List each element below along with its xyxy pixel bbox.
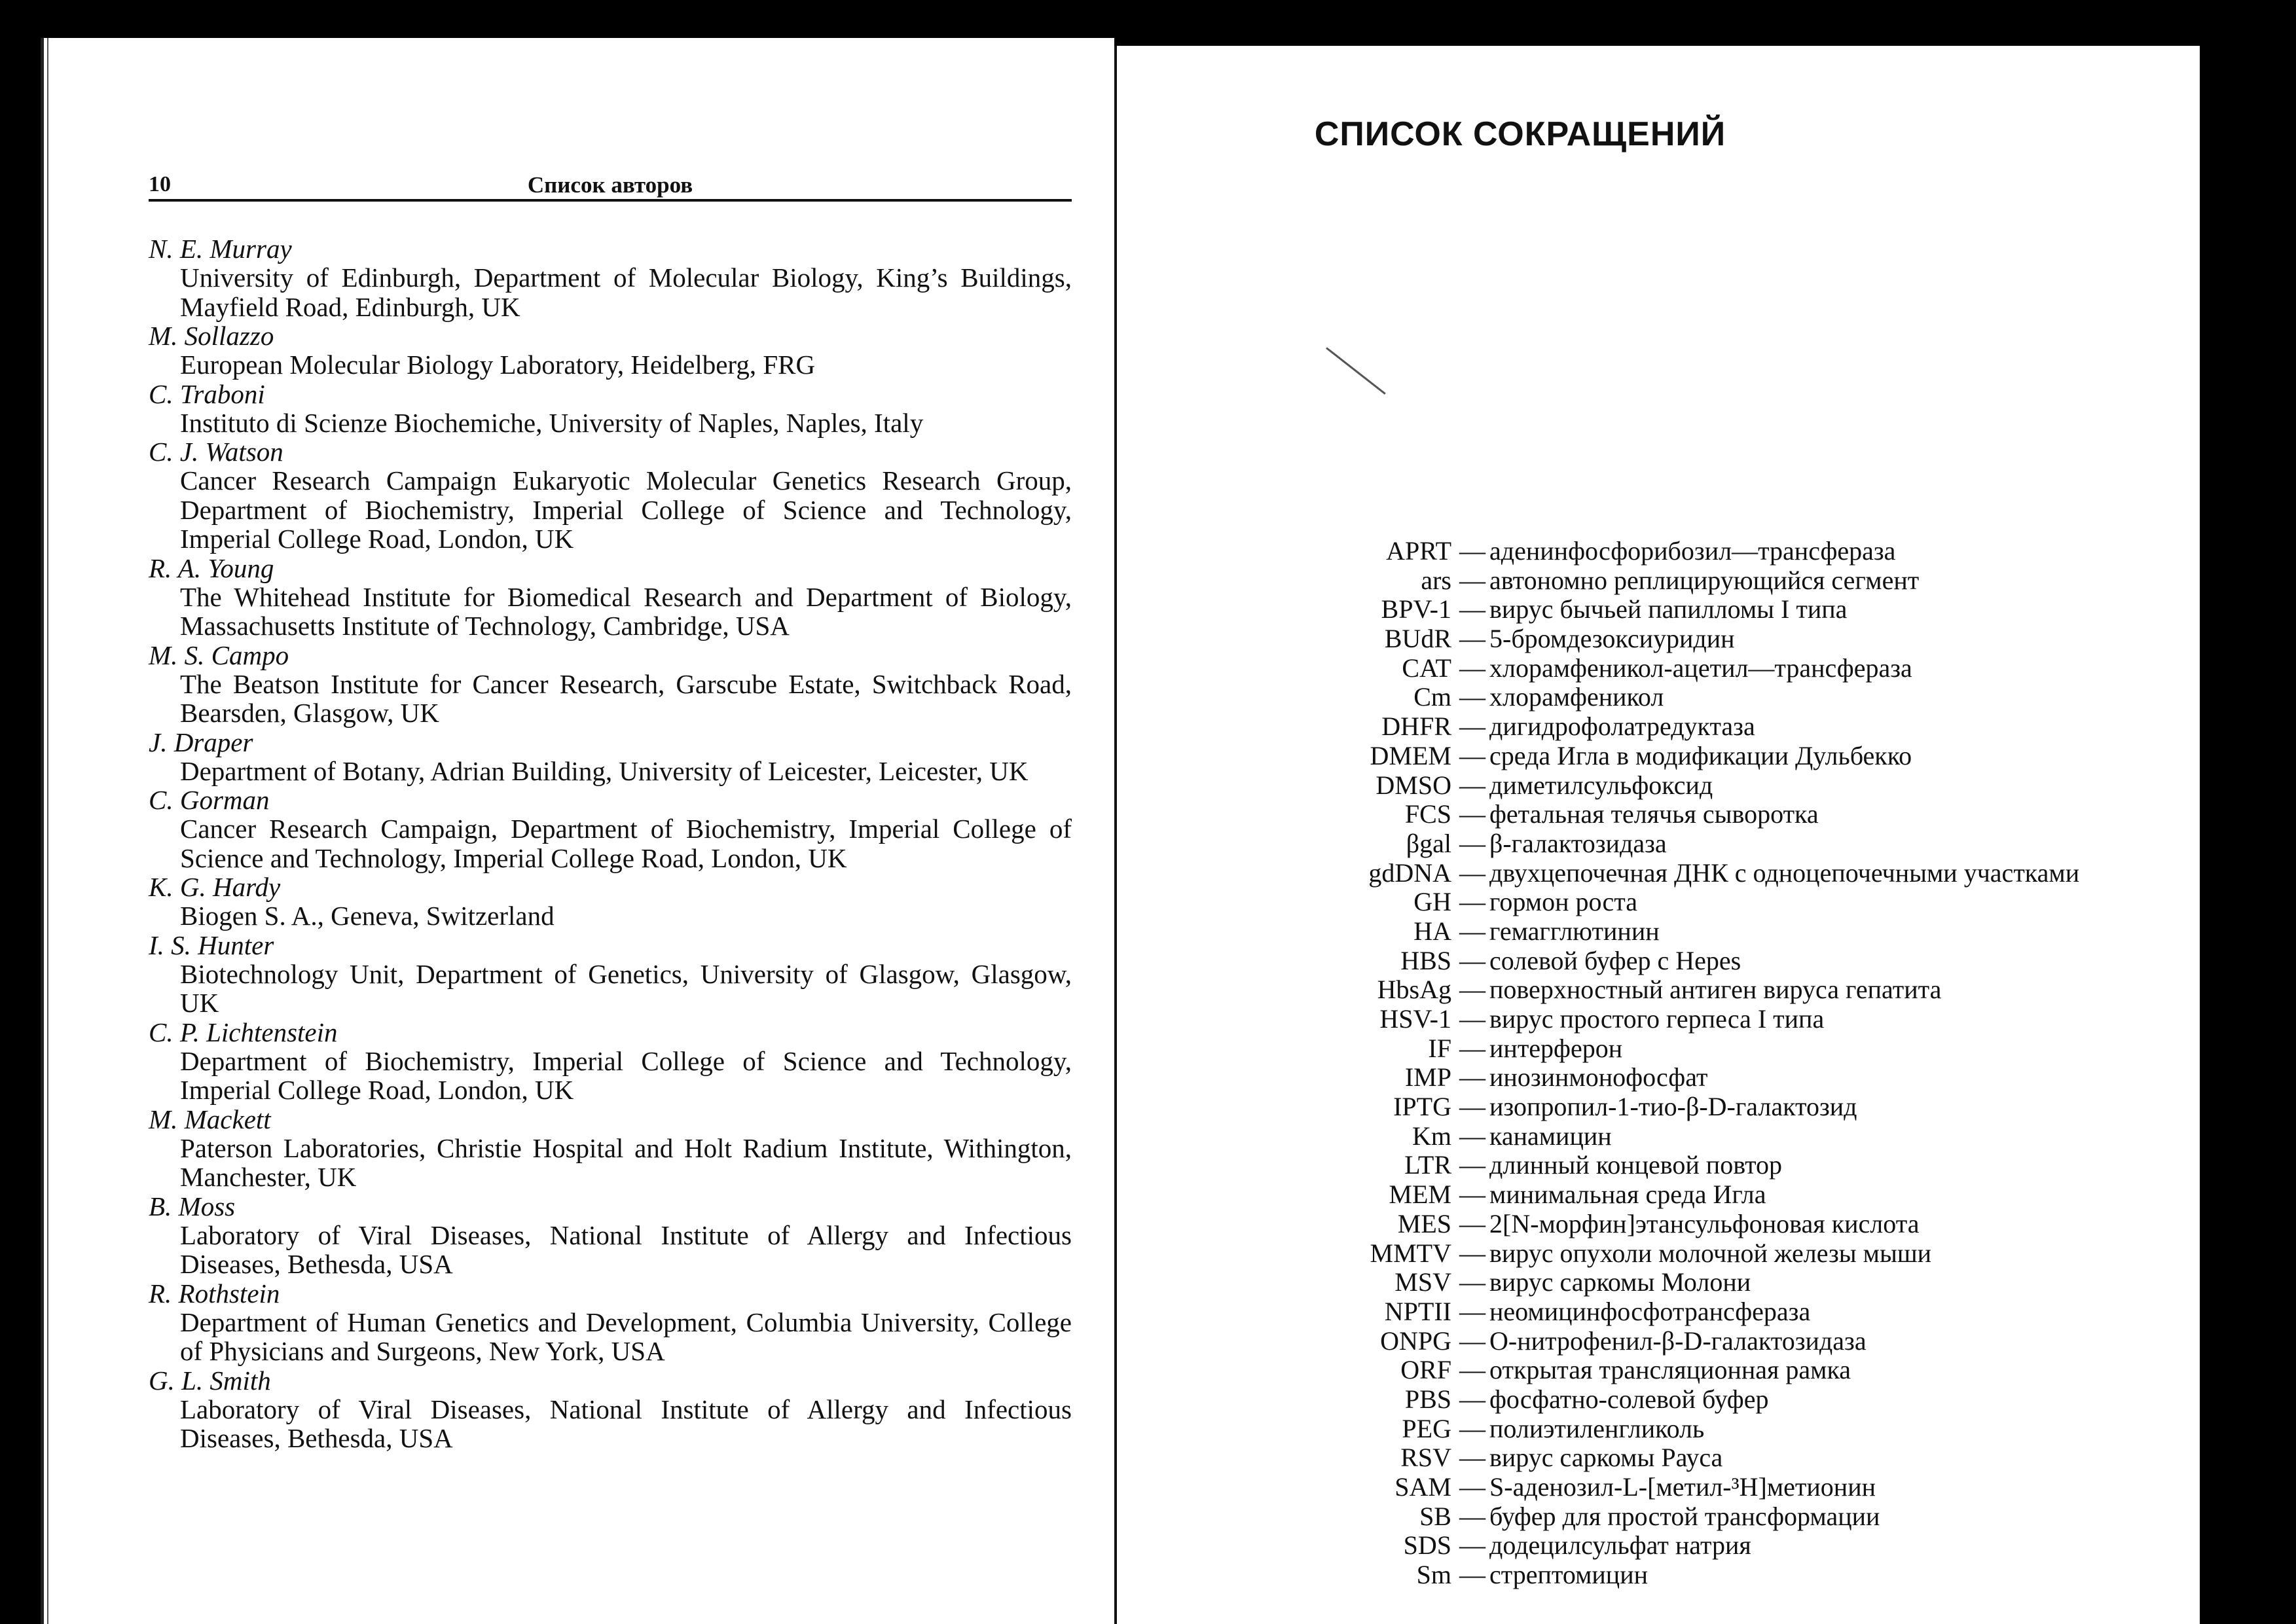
author-name: C. Gorman xyxy=(149,785,270,815)
abbreviation-definition: инозинмонофосфат xyxy=(1489,1062,1708,1092)
abbreviation-key: BUdR xyxy=(1384,624,1451,654)
header-rule xyxy=(149,199,1072,202)
author-affiliation: University of Edinburgh, Department of Molecular Biology, King’s Buildings, Mayfield Road, Edinburgh, UK xyxy=(180,262,1072,322)
abbreviation-dash: — xyxy=(1459,1530,1485,1561)
abbreviation-dash: — xyxy=(1459,624,1485,654)
abbreviation-row xyxy=(1212,1415,2195,1444)
author-affiliation: Laboratory of Viral Diseases, National Institute of Allergy and Infectious Diseases, Bethesda, USA xyxy=(180,1394,1072,1453)
abbreviation-key: SAM xyxy=(1394,1472,1451,1502)
abbreviation-dash: — xyxy=(1459,1062,1485,1092)
author-entry xyxy=(149,785,1072,873)
abbreviation-dash: — xyxy=(1459,565,1485,595)
page-number: 10 xyxy=(149,172,171,196)
abbreviation-key: ONPG xyxy=(1380,1326,1451,1356)
author-entry xyxy=(149,437,1072,554)
author-entry xyxy=(149,873,1072,931)
author-entry xyxy=(149,641,1072,728)
right-page-content xyxy=(1114,46,2200,1624)
abbreviation-row xyxy=(1212,800,2195,829)
abbreviation-row xyxy=(1212,1473,2195,1502)
author-name: R. A. Young xyxy=(149,552,274,583)
abbreviation-row xyxy=(1212,1092,2195,1122)
abbreviation-dash: — xyxy=(1459,857,1485,888)
author-entry xyxy=(149,931,1072,1018)
abbreviation-key: ORF xyxy=(1400,1355,1451,1385)
author-name: N. E. Murray xyxy=(149,234,292,264)
abbreviation-dash: — xyxy=(1459,945,1485,975)
abbreviation-row xyxy=(1212,1356,2195,1385)
abbreviation-row xyxy=(1212,1561,2195,1590)
abbreviation-row xyxy=(1212,1297,2195,1327)
abbreviation-definition: вирус простого герпеса I типа xyxy=(1489,1004,1825,1034)
abbreviation-dash: — xyxy=(1459,536,1485,566)
abbreviation-dash: — xyxy=(1459,887,1485,917)
author-name: J. Draper xyxy=(149,727,253,757)
author-affiliation: Cancer Research Campaign Eukaryotic Molecular Genetics Research Group, Department of Biochemistry, Imperial College of Science and Technology, Imperial College Road, London, UK xyxy=(180,465,1072,554)
abbreviation-key: RSV xyxy=(1400,1443,1451,1473)
abbreviation-row xyxy=(1212,1034,2195,1064)
abbreviation-key: IF xyxy=(1428,1033,1451,1063)
abbreviation-row xyxy=(1212,1443,2195,1473)
abbreviation-row xyxy=(1212,1531,2195,1561)
abbreviation-definition: фетальная телячья сыворотка xyxy=(1489,799,1819,829)
abbreviation-dash: — xyxy=(1459,1238,1485,1268)
author-name: C. Traboni xyxy=(149,378,265,409)
abbreviation-dash: — xyxy=(1459,653,1485,683)
abbreviation-key: DMSO xyxy=(1376,770,1451,800)
abbreviation-key: NPTII xyxy=(1384,1296,1451,1326)
author-affiliation: Biogen S. A., Geneva, Switzerland xyxy=(180,901,555,931)
author-name: M. Sollazzo xyxy=(149,321,274,351)
abbreviation-key: CAT xyxy=(1402,653,1451,683)
author-entry xyxy=(149,728,1072,786)
abbreviation-row xyxy=(1212,829,2195,859)
author-name: B. Moss xyxy=(149,1191,236,1221)
abbreviation-definition: S-аденозил-L-[метил-³H]метионин xyxy=(1489,1472,1876,1502)
abbreviation-row xyxy=(1212,771,2195,801)
abbreviation-key: ars xyxy=(1421,565,1451,595)
abbreviation-key: Sm xyxy=(1416,1560,1451,1590)
abbreviation-definition: вирус саркомы Молони xyxy=(1489,1267,1751,1297)
abbreviation-key: Km xyxy=(1412,1121,1451,1151)
abbreviation-row xyxy=(1212,654,2195,683)
abbreviation-key: HBS xyxy=(1400,945,1451,975)
abbreviation-definition: вирус опухоли молочной железы мыши xyxy=(1489,1238,1932,1268)
abbreviation-key: DMEM xyxy=(1370,740,1451,770)
abbreviation-dash: — xyxy=(1459,770,1485,800)
author-entry xyxy=(149,1018,1072,1105)
abbreviation-definition: дигидрофолатредуктаза xyxy=(1489,712,1755,742)
abbreviation-definition: 5-бромдезоксиуридин xyxy=(1489,624,1735,654)
abbreviation-row xyxy=(1212,1327,2195,1356)
abbreviation-dash: — xyxy=(1459,740,1485,770)
abbreviation-dash: — xyxy=(1459,1355,1485,1385)
abbreviations-title: СПИСОК СОКРАЩЕНИЙ xyxy=(1314,115,1726,153)
abbreviation-row xyxy=(1212,712,2195,742)
abbreviation-row xyxy=(1212,624,2195,654)
abbreviation-key: HA xyxy=(1413,916,1451,946)
author-entry xyxy=(149,1366,1072,1453)
author-affiliation: European Molecular Biology Laboratory, Heidelberg, FRG xyxy=(180,350,816,380)
author-name: G. L. Smith xyxy=(149,1365,271,1396)
abbreviation-dash: — xyxy=(1459,1150,1485,1180)
abbreviation-key: gdDNA xyxy=(1368,857,1451,888)
abbreviation-dash: — xyxy=(1459,1326,1485,1356)
abbreviation-key: IMP xyxy=(1404,1062,1451,1092)
left-page-content xyxy=(41,38,1114,1624)
abbreviation-row xyxy=(1212,683,2195,712)
abbreviation-definition: гемагглютинин xyxy=(1489,916,1660,946)
abbreviation-definition: интерферон xyxy=(1489,1033,1623,1063)
abbreviation-dash: — xyxy=(1459,1384,1485,1414)
abbreviation-list xyxy=(1212,537,2195,1590)
author-affiliation: Biotechnology Unit, Department of Genetics, University of Glasgow, Glasgow, UK xyxy=(180,958,1072,1018)
abbreviation-definition: длинный концевой повтор xyxy=(1489,1150,1783,1180)
author-name: C. J. Watson xyxy=(149,437,283,467)
abbreviation-row xyxy=(1212,1005,2195,1034)
abbreviation-definition: полиэтиленгликоль xyxy=(1489,1413,1705,1443)
abbreviation-row xyxy=(1212,1268,2195,1297)
author-affiliation: Department of Biochemistry, Imperial College of Science and Technology, Imperial College Road, London, UK xyxy=(180,1045,1072,1105)
abbreviation-row xyxy=(1212,1063,2195,1092)
abbreviation-key: PEG xyxy=(1402,1413,1451,1443)
abbreviation-row xyxy=(1212,1151,2195,1180)
abbreviation-key: FCS xyxy=(1404,799,1451,829)
abbreviation-definition: О-нитрофенил-β-D-галактозидаза xyxy=(1489,1326,1867,1356)
abbreviation-key: SB xyxy=(1419,1501,1451,1531)
author-name: M. Mackett xyxy=(149,1104,271,1134)
abbreviation-key: SDS xyxy=(1403,1530,1451,1561)
abbreviation-dash: — xyxy=(1459,1267,1485,1297)
abbreviation-row xyxy=(1212,888,2195,917)
abbreviation-definition: додецилсульфат натрия xyxy=(1489,1530,1751,1561)
abbreviation-row xyxy=(1212,742,2195,771)
abbreviation-key: GH xyxy=(1413,887,1451,917)
abbreviation-definition: гормон роста xyxy=(1489,887,1637,917)
abbreviation-dash: — xyxy=(1459,712,1485,742)
abbreviation-row xyxy=(1212,1239,2195,1269)
abbreviation-row xyxy=(1212,917,2195,947)
abbreviation-dash: — xyxy=(1459,1004,1485,1034)
abbreviation-dash: — xyxy=(1459,916,1485,946)
author-entry xyxy=(149,1279,1072,1366)
author-entry xyxy=(149,1192,1072,1279)
author-entry xyxy=(149,554,1072,641)
abbreviation-row xyxy=(1212,1385,2195,1415)
abbreviation-definition: диметилсульфоксид xyxy=(1489,770,1713,800)
abbreviation-key: MSV xyxy=(1394,1267,1451,1297)
abbreviation-key: MES xyxy=(1397,1208,1451,1238)
abbreviation-dash: — xyxy=(1459,1033,1485,1063)
abbreviation-dash: — xyxy=(1459,1092,1485,1122)
abbreviation-dash: — xyxy=(1459,1180,1485,1210)
abbreviation-definition: аденинфосфорибозил—трансфераза xyxy=(1489,536,1896,566)
abbreviation-row xyxy=(1212,975,2195,1005)
abbreviation-key: βgal xyxy=(1406,828,1451,858)
abbreviation-key: HSV-1 xyxy=(1379,1004,1451,1034)
abbreviation-definition: вирус саркомы Рауса xyxy=(1489,1443,1723,1473)
abbreviation-dash: — xyxy=(1459,975,1485,1005)
abbreviation-definition: солевой буфер с Hepes xyxy=(1489,945,1741,975)
abbreviation-definition: автономно реплицирующийся сегмент xyxy=(1489,565,1920,595)
abbreviation-dash: — xyxy=(1459,1472,1485,1502)
abbreviation-row xyxy=(1212,1502,2195,1532)
abbreviation-definition: хлорамфеникол-ацетил—трансфераза xyxy=(1489,653,1912,683)
abbreviation-definition: буфер для простой трансформации xyxy=(1489,1501,1880,1531)
abbreviation-dash: — xyxy=(1459,1296,1485,1326)
abbreviation-definition: минимальная среда Игла xyxy=(1489,1180,1766,1210)
abbreviation-row xyxy=(1212,947,2195,976)
author-entry xyxy=(149,1105,1072,1192)
abbreviation-definition: вирус бычьей папилломы I типа xyxy=(1489,594,1848,624)
abbreviation-dash: — xyxy=(1459,1121,1485,1151)
abbreviation-key: IPTG xyxy=(1393,1092,1451,1122)
author-affiliation: Instituto di Scienze Biochemiche, University of Naples, Naples, Italy xyxy=(180,407,924,438)
author-affiliation: Paterson Laboratories, Christie Hospital and Holt Radium Institute, Withington, Manchester, UK xyxy=(180,1132,1072,1192)
abbreviation-definition: канамицин xyxy=(1489,1121,1612,1151)
abbreviation-definition: открытая трансляционная рамка xyxy=(1489,1355,1851,1385)
author-affiliation: Cancer Research Campaign, Department of Biochemistry, Imperial College of Science and Technology, Imperial College Road, London, UK xyxy=(180,814,1072,873)
author-affiliation: Department of Botany, Adrian Building, University of Leicester, Leicester, UK xyxy=(180,755,1029,786)
author-name: M. S. Campo xyxy=(149,640,289,670)
abbreviation-dash: — xyxy=(1459,799,1485,829)
author-name: R. Rothstein xyxy=(149,1278,280,1308)
abbreviation-key: APRT xyxy=(1386,536,1451,566)
author-affiliation: The Beatson Institute for Cancer Research, Garscube Estate, Switchback Road, Bearsden, Glasgow, UK xyxy=(180,668,1072,728)
abbreviation-dash: — xyxy=(1459,1560,1485,1590)
abbreviation-row xyxy=(1212,1122,2195,1151)
abbreviation-key: BPV-1 xyxy=(1381,594,1451,624)
abbreviation-row xyxy=(1212,1210,2195,1239)
abbreviation-dash: — xyxy=(1459,1501,1485,1531)
author-affiliation: Department of Human Genetics and Development, Columbia University, College of Physicians and Surgeons, New York, USA xyxy=(180,1307,1072,1366)
abbreviation-row xyxy=(1212,595,2195,624)
abbreviation-dash: — xyxy=(1459,1413,1485,1443)
abbreviation-row xyxy=(1212,537,2195,566)
abbreviation-key: HbsAg xyxy=(1377,975,1451,1005)
author-name: I. S. Hunter xyxy=(149,929,274,960)
abbreviation-definition: поверхностный антиген вируса гепатита xyxy=(1489,975,1942,1005)
author-entry xyxy=(149,321,1072,380)
running-head xyxy=(149,172,1072,201)
abbreviation-key: PBS xyxy=(1404,1384,1451,1414)
abbreviation-definition: хлорамфеникол xyxy=(1489,682,1664,712)
abbreviation-key: Cm xyxy=(1413,682,1451,712)
abbreviation-dash: — xyxy=(1459,828,1485,858)
author-list xyxy=(149,234,1072,1453)
abbreviation-dash: — xyxy=(1459,1443,1485,1473)
abbreviation-row xyxy=(1212,1180,2195,1210)
author-entry xyxy=(149,380,1072,438)
abbreviation-definition: β-галактозидаза xyxy=(1489,828,1667,858)
author-name: C. P. Lichtenstein xyxy=(149,1017,338,1047)
abbreviation-row xyxy=(1212,859,2195,888)
author-name: K. G. Hardy xyxy=(149,872,281,902)
abbreviation-definition: неомицинфосфотрансфераза xyxy=(1489,1296,1811,1326)
abbreviation-definition: среда Игла в модификации Дульбекко xyxy=(1489,740,1912,770)
abbreviation-definition: фосфатно-солевой буфер xyxy=(1489,1384,1769,1414)
author-affiliation: The Whitehead Institute for Biomedical Research and Department of Biology, Massachusetts Institute of Technology, Cambridge, USA xyxy=(180,581,1072,641)
abbreviation-dash: — xyxy=(1459,1208,1485,1238)
abbreviation-definition: изопропил-1-тио-β-D-галактозид xyxy=(1489,1092,1857,1122)
author-entry xyxy=(149,234,1072,321)
abbreviation-key: MMTV xyxy=(1370,1238,1451,1268)
abbreviation-dash: — xyxy=(1459,682,1485,712)
abbreviation-key: MEM xyxy=(1389,1180,1451,1210)
abbreviation-definition: стрептомицин xyxy=(1489,1560,1649,1590)
abbreviation-key: LTR xyxy=(1404,1150,1451,1180)
abbreviation-definition: двухцепочечная ДНК с одноцепочечными участками xyxy=(1489,857,2080,888)
running-title: Список авторов xyxy=(527,172,693,198)
abbreviation-key: DHFR xyxy=(1381,712,1451,742)
abbreviation-dash: — xyxy=(1459,594,1485,624)
abbreviation-definition: 2[N-морфин]этансульфоновая кислота xyxy=(1489,1208,1920,1238)
abbreviation-row xyxy=(1212,566,2195,596)
author-affiliation: Laboratory of Viral Diseases, National Institute of Allergy and Infectious Diseases, Bethesda, USA xyxy=(180,1219,1072,1279)
